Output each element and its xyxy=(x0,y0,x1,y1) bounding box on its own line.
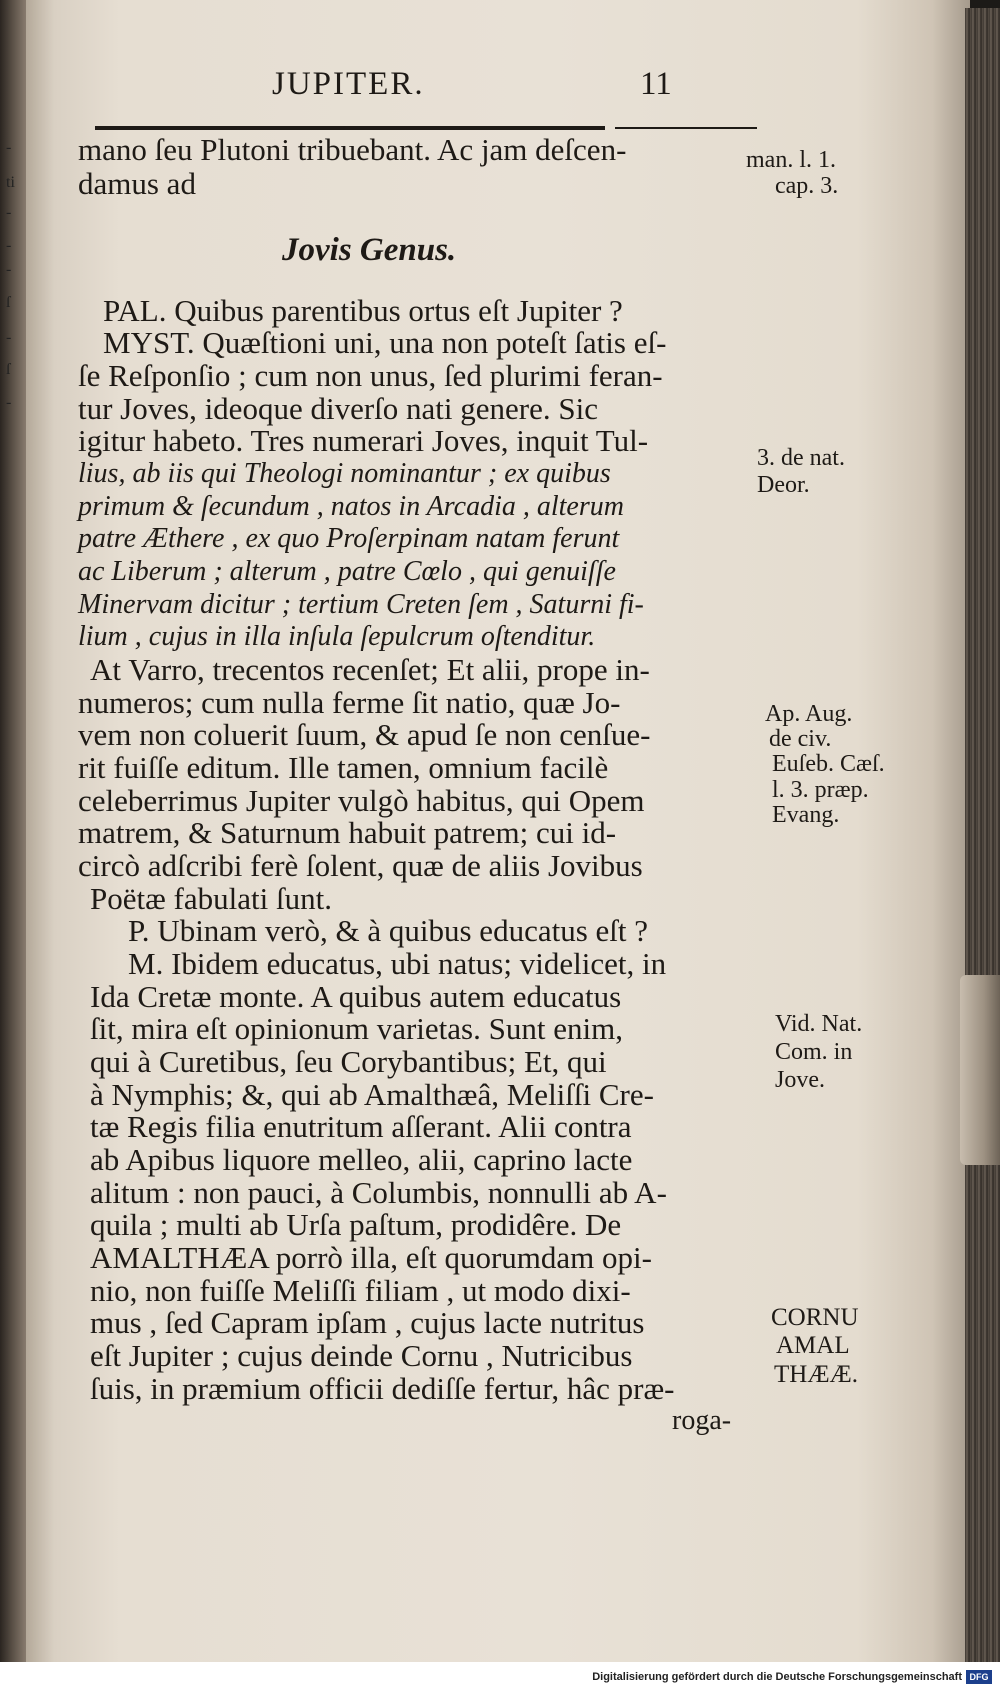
margin-note: Jove. xyxy=(775,1067,825,1093)
margin-note: cap. 3. xyxy=(775,173,839,199)
margin-note: CORNU xyxy=(771,1304,859,1331)
body-line: M. Ibidem educatus, ubi natus; videlicet, in xyxy=(128,946,667,981)
margin-note: AMAL xyxy=(776,1332,850,1359)
body-line: quila ; multi ab Urſa paſtum, prodidêre. De xyxy=(90,1207,622,1242)
body-line: igitur habeto. Tres numerari Joves, inquit Tul- xyxy=(78,423,649,458)
body-line: ſit, mira eſt opinionum varietas. Sunt enim, xyxy=(90,1011,623,1046)
body-line: P. Ubinam verò, & à quibus educatus eſt ? xyxy=(128,913,649,948)
margin-note: Deor. xyxy=(757,472,810,498)
body-line: ab Apibus liquore melleo, alii, caprino lacte xyxy=(90,1142,633,1177)
dfg-logo: DFG xyxy=(966,1670,992,1684)
body-line: tæ Regis filia enutritum aſſerant. Alii contra xyxy=(90,1109,632,1144)
margin-note: Euſeb. Cæſ. xyxy=(772,751,885,777)
catchword: roga- xyxy=(672,1405,732,1436)
page-stack-edge xyxy=(965,8,1000,1662)
body-line: At Varro, trecentos recenſet; Et alii, prope in- xyxy=(90,652,650,687)
section-heading: Jovis Genus. xyxy=(282,232,457,268)
body-line: Ida Cretæ monte. A quibus autem educatus xyxy=(90,979,622,1014)
margin-note: de civ. xyxy=(769,726,832,752)
body-line: tur Joves, ideoque diverſo nati genere. Sic xyxy=(78,391,598,426)
page-tab xyxy=(960,975,1000,1165)
margin-note: 3. de nat. xyxy=(757,445,845,471)
body-line: vem non coluerit ſuum, & apud ſe non cenſue- xyxy=(78,717,651,752)
page-number: 11 xyxy=(640,66,672,102)
margin-note: Ap. Aug. xyxy=(765,701,853,727)
body-line: PAL. Quibus parentibus ortus eſt Jupiter ? xyxy=(103,293,623,328)
body-line: matrem, & Saturnum habuit patrem; cui id- xyxy=(78,815,617,850)
body-line: MYST. Quæſtioni uni, una non poteſt ſatis eſ- xyxy=(103,325,667,360)
body-line: qui à Curetibus, ſeu Corybantibus; Et, qui xyxy=(90,1044,607,1079)
body-line: à Nymphis; &, qui ab Amalthæâ, Meliſſi Cre- xyxy=(90,1077,654,1112)
body-line: nio, non fuiſſe Meliſſi filiam , ut modo dixi- xyxy=(90,1273,631,1308)
body-line: ſe Reſponſio ; cum non unus, ſed plurimi feran- xyxy=(78,358,663,393)
body-line: patre Æthere , ex quo Proſerpinam natam ferunt xyxy=(78,523,620,554)
margin-note: Vid. Nat. xyxy=(775,1011,863,1037)
body-line: Poëtæ fabulati ſunt. xyxy=(90,881,332,916)
body-line: celeberrimus Jupiter vulgò habitus, qui Opem xyxy=(78,783,645,818)
margin-note: man. l. 1. xyxy=(746,147,836,173)
header-rule-short xyxy=(615,127,757,129)
body-line: primum & ſecundum , natos in Arcadia , alterum xyxy=(78,491,624,522)
header-rule xyxy=(95,126,605,130)
body-line: rit fuiſſe editum. Ille tamen, omnium facilè xyxy=(78,750,609,785)
running-title: JUPITER. xyxy=(272,66,425,102)
facing-page-edge: - ti - - - ſ - ſ - xyxy=(0,0,28,1662)
body-line: circò adſcribi ferè ſolent, quæ de aliis Jovibus xyxy=(78,848,643,883)
body-line: ac Liberum ; alterum , patre Cœlo , qui genuiſſe xyxy=(78,556,616,587)
margin-note: Evang. xyxy=(772,802,840,828)
body-line-2: damus ad xyxy=(78,166,196,201)
body-line: eſt Jupiter ; cujus deinde Cornu , Nutricibus xyxy=(90,1338,633,1373)
body-line: numeros; cum nulla ferme ſit natio, quæ Jo- xyxy=(78,685,621,720)
margin-note: Com. in xyxy=(775,1039,853,1065)
body-line: lius, ab iis qui Theologi nominantur ; ex quibus xyxy=(78,458,611,489)
footer-bar xyxy=(0,1662,1000,1695)
body-line: Minervam dicitur ; tertium Creten ſem , Saturni fi- xyxy=(78,589,644,620)
body-line: ſuis, in præmium officii dediſſe fertur, hâc præ- xyxy=(90,1371,675,1406)
body-line: lium , cujus in illa inſula ſepulcrum oſtenditur. xyxy=(78,621,596,652)
margin-note: l. 3. præp. xyxy=(772,777,869,803)
body-line: mus , ſed Capram ipſam , cujus lacte nutritus xyxy=(90,1305,645,1340)
footer-credit: Digitalisierung gefördert durch die Deutsche Forschungsgemeinschaft xyxy=(592,1671,962,1683)
body-line: alitum : non pauci, à Columbis, nonnulli ab A- xyxy=(90,1175,667,1210)
body-line: AMALTHÆA porrò illa, eſt quorumdam opi- xyxy=(90,1240,652,1275)
margin-note: THÆÆ. xyxy=(774,1361,859,1388)
body-line-1: mano ſeu Plutoni tribuebant. Ac jam deſcen- xyxy=(78,132,627,167)
